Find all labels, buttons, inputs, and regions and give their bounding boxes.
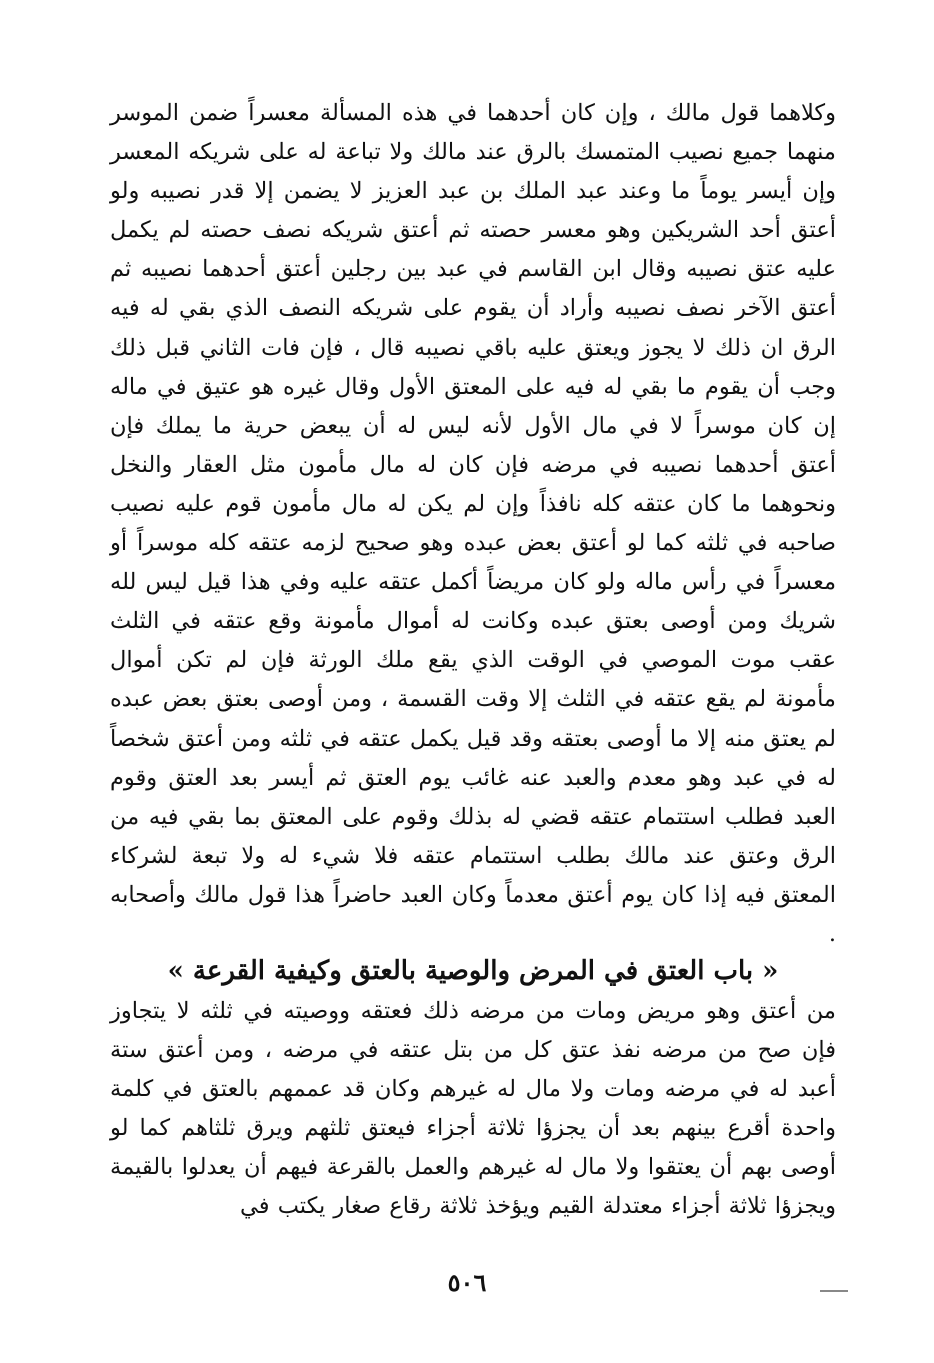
body-text-top [110, 94, 836, 954]
paragraph: من أعتق وهو مريض ومات من مرضه ذلك فعتقه ووصيته في ثلثه لا يتجاوز فإن صح من مرضه نفذ عتق كل من بتل عتقه في مرضه ، ومن أعتق ستة أعبد له في مرضه ومات ولا مال له غيرهم وكان قد عممهم بالعتق في كلمة واحدة أقرع بينهم بعد أن يجزؤا ثلاثة أجزاء فيعتق ثلثهم ويرق ثلثاهم كما لو أوصى بهم أن يعتقوا ولا مال له غيرهم والعمل بالقرعة فيهم أن يعدلوا بالقيمة ويجزؤا ثلاثة أجزاء معتدلة القيم ويؤخذ ثلاثة رقاع صغار يكتب في [110, 998, 836, 1220]
section-heading: « باب العتق في المرض والوصية بالعتق وكيفية القرعة » [167, 956, 779, 986]
body-text-bottom [110, 992, 836, 1227]
margin-rule [820, 1290, 848, 1292]
paragraph: وكلاهما قول مالك ، وإن كان أحدهما في هذه المسألة معسراً ضمن الموسر منهما جميع نصيب المتمسك بالرق عند مالك ولا تباعة له على شريكه المعسر وإن أيسر يوماً ما وعند عبد الملك بن عبد العزيز لا يضمن إلا قدر نصيبه ولو أعتق أحد الشريكين وهو معسر حصته ثم أعتق شريكه نصف حصته لم يكمل عليه عتق نصيبه وقال ابن القاسم في عبد بين رجلين أعتق أحدهما نصيبه ثم أعتق الآخر نصف نصيبه وأراد أن يقوم على شريكه النصف الذي بقي له فيه الرق ان ذلك لا يجوز ويعتق عليه باقي نصيبه قال ، فإن فات الثاني قبل ذلك وجب أن يقوم ما بقي له فيه على المعتق الأول وقال غيره هو عتيق في ماله إن كان موسراً لا في مال الأول لأنه ليس له أن يبعض حرية ما يملك فإن أعتق أحدهما نصيبه في مرضه فإن كان له مال مأمون مثل العقار والنخل ونحوهما ما كان عتقه كله نافذاً وإن لم يكن له مال مأمون قوم عليه نصيب صاحبه في ثلثه كما لو أعتق بعض عبده وهو صحيح لزمه عتقه كله موسراً أو معسراً في رأس ماله ولو كان مريضاً أكمل عتقه عليه وفي هذا قيل ليس لله شريك ومن أوصى بعتق عبده وكانت له أموال مأمونة وقع عتقه في الثلث عقب موت الموصي في الوقت الذي يقع ملك الورثة فإن لم تكن أموال مأمونة لم يقع عتقه في الثلث إلا وقت القسمة ، ومن أوصى بعتق بعض عبده لم يعتق منه إلا ما أوصى بعتقه وقد قيل يكمل عتقه في ثلثه ومن أعتق شخصاً له في عبد وهو معدم والعبد عنه غائب يوم العتق ثم أيسر بعد العتق وقوم العبد فطلب استتمام عتقه قضي له بذلك وقوم على المعتق بما بقي فيه من الرق وعتق عند مالك بطلب استتمام عتقه فلا شيء له ولا تبعة لشركاء المعتق فيه إذا كان يوم أعتق معدماً وكان العبد حاضراً هذا قول مالك وأصحابه . [110, 100, 836, 947]
page-number: ٥٠٦ [447, 1268, 487, 1297]
